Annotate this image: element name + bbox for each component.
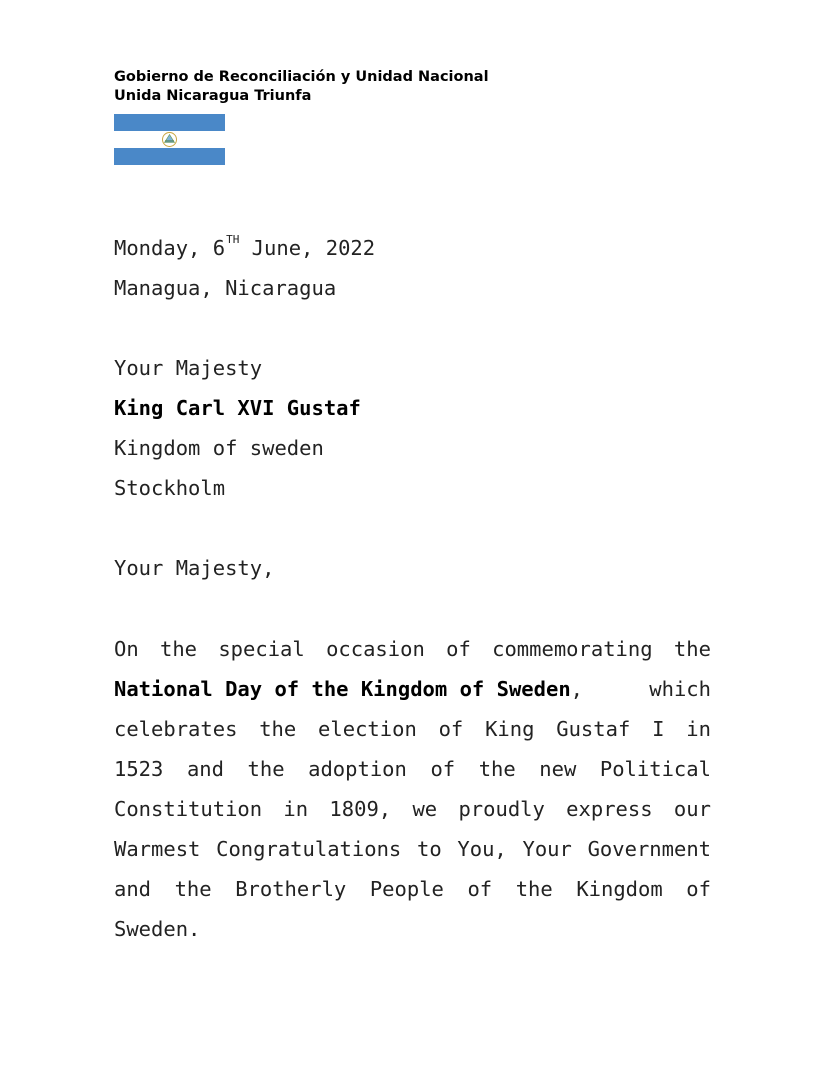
- date-ordinal-suffix: TH: [226, 233, 240, 246]
- body-word: the: [515, 877, 553, 901]
- body-word: to: [416, 837, 442, 861]
- letterhead-government: Gobierno de Reconciliación y Unidad Nacional: [114, 69, 489, 85]
- body-line: [114, 669, 711, 709]
- body-word: Your: [522, 837, 572, 861]
- body-line: [114, 829, 711, 869]
- place-line: Managua, Nicaragua: [114, 276, 337, 300]
- body-word: People: [369, 877, 444, 901]
- body-word: proudly: [458, 797, 545, 821]
- body-word: our: [673, 797, 711, 821]
- body-word: of: [686, 877, 711, 901]
- body-word: Sweden.: [114, 917, 201, 941]
- body-word: and: [114, 877, 152, 901]
- letterhead: [114, 68, 489, 106]
- body-word: Brotherly: [235, 877, 347, 901]
- body-word: National Day of the Kingdom of Sweden,: [114, 677, 583, 701]
- body-word: King: [485, 717, 535, 741]
- body-word: election: [318, 717, 417, 741]
- body-word: Kingdom: [576, 877, 663, 901]
- body-line: [114, 789, 711, 829]
- body-word: which: [649, 677, 711, 701]
- date-block: [114, 228, 711, 308]
- highlight-national-day: National Day of the Kingdom of Sweden: [114, 677, 571, 701]
- recipient-title: Your Majesty: [114, 356, 263, 380]
- body-word: You,: [457, 837, 507, 861]
- letterhead-motto: Unida Nicaragua Triunfa: [114, 88, 312, 104]
- body-word: the: [174, 877, 212, 901]
- body-word: I: [652, 717, 665, 741]
- body-word: Government: [587, 837, 711, 861]
- body-word: 1523: [114, 757, 164, 781]
- body-line: [114, 709, 711, 749]
- body-word: we: [412, 797, 438, 821]
- body-word: express: [566, 797, 653, 821]
- body-word: of: [438, 717, 464, 741]
- body-word: the: [160, 637, 198, 661]
- date-line: Monday, 6TH June, 2022: [114, 233, 376, 260]
- body-line: [114, 909, 711, 949]
- body-word: occasion: [326, 637, 425, 661]
- body-word: of: [430, 757, 456, 781]
- body-word: in: [686, 717, 711, 741]
- body-word: 1809,: [329, 797, 392, 821]
- body-word: of: [446, 637, 471, 661]
- recipient-country: Kingdom of sweden: [114, 436, 324, 460]
- body-word: of: [467, 877, 493, 901]
- body-word: adoption: [308, 757, 407, 781]
- body-word: special: [218, 637, 305, 661]
- body-word: and: [186, 757, 224, 781]
- body-line: [114, 749, 711, 789]
- body-word: the: [673, 637, 711, 661]
- recipient-block: [114, 348, 711, 508]
- recipient-name: King Carl XVI Gustaf: [114, 396, 361, 420]
- body-word: commemorating: [492, 637, 653, 661]
- body-word: the: [259, 717, 297, 741]
- body-word: Congratulations: [216, 837, 402, 861]
- body-line: [114, 869, 711, 909]
- body-word: in: [283, 797, 309, 821]
- greeting-block: [114, 548, 711, 588]
- body-word: Gustaf: [556, 717, 631, 741]
- body-word: the: [247, 757, 285, 781]
- body-word: On: [114, 637, 139, 661]
- letter-body: [114, 629, 711, 949]
- body-word: the: [478, 757, 516, 781]
- body-word: Warmest: [114, 837, 201, 861]
- recipient-city: Stockholm: [114, 476, 226, 500]
- body-line: [114, 629, 711, 669]
- body-word: Political: [599, 757, 711, 781]
- body-word: new: [539, 757, 577, 781]
- greeting: Your Majesty,: [114, 556, 275, 580]
- nicaragua-flag-icon: [114, 114, 225, 165]
- body-word: celebrates: [114, 717, 238, 741]
- body-word: Constitution: [114, 797, 263, 821]
